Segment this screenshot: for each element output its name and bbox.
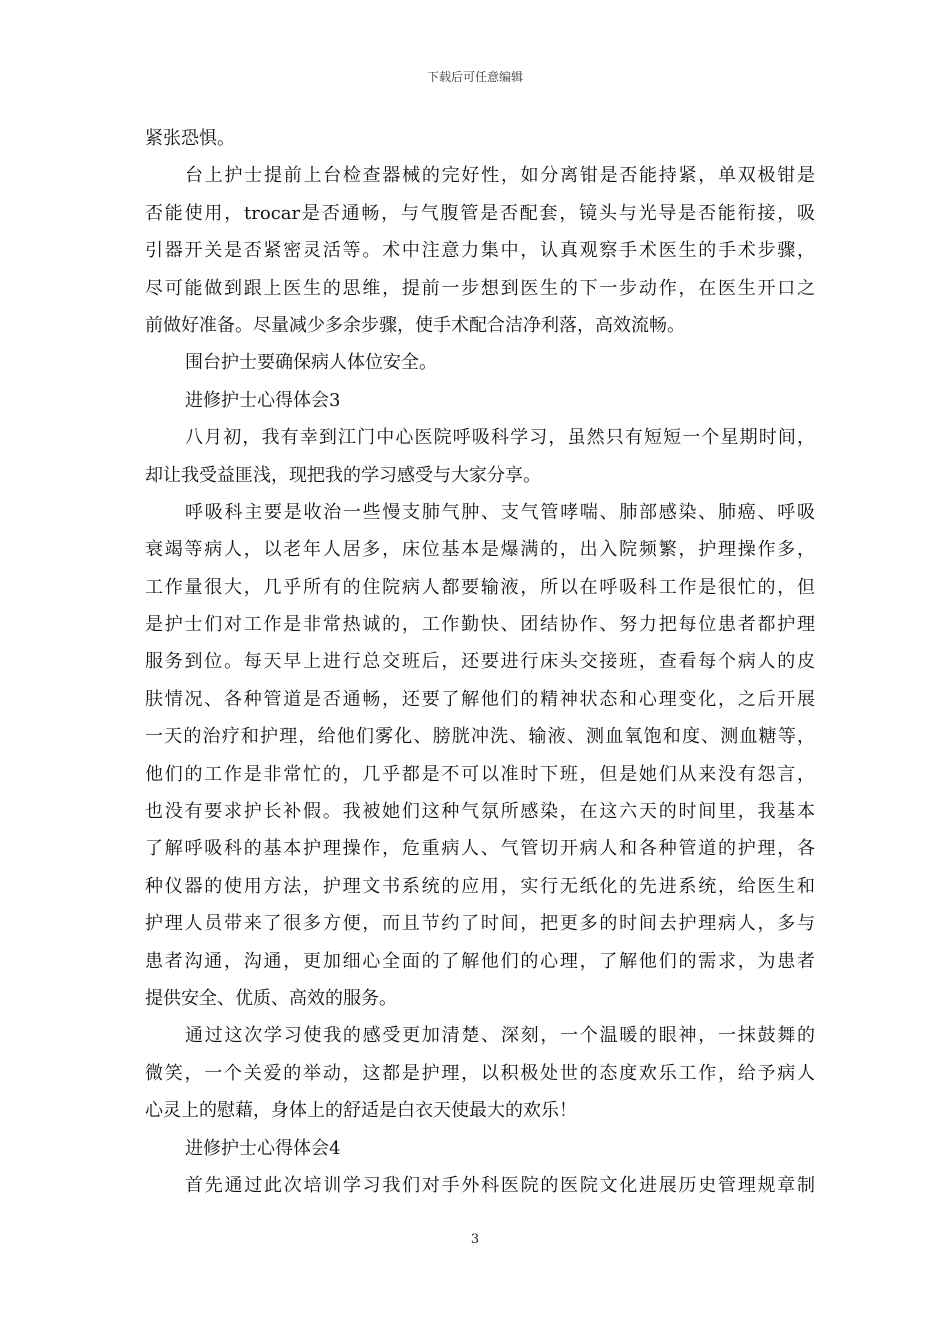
text-line: 肤情况、各种管道是否通畅，还要了解他们的精神状态和心理变化，之后开展: [145, 688, 815, 710]
text-line: 进修护士心得体会3: [185, 389, 341, 411]
text-line: 心灵上的慰藉，身体上的舒适是白衣天使最大的欢乐！: [145, 1100, 577, 1122]
text-line: 微笑，一个关爱的举动，这都是护理，以积极处世的态度欢乐工作，给予病人: [145, 1062, 815, 1084]
text-line: 也没有要求护长补假。我被她们这种气氛所感染，在这六天的时间里，我基本: [145, 801, 815, 823]
text-line: 引器开关是否紧密灵活等。术中注意力集中，认真观察手术医生的手术步骤，: [145, 240, 815, 262]
text-line: 通过这次学习使我的感受更加清楚、深刻，一个温暖的眼神，一抹鼓舞的: [185, 1025, 815, 1047]
text-line: 呼吸科主要是收治一些慢支肺气肿、支气管哮喘、肺部感染、肺癌、呼吸: [185, 501, 815, 523]
text-line: 围台护士要确保病人体位安全。: [185, 352, 437, 374]
text-line: 服务到位。每天早上进行总交班后，还要进行床头交接班，查看每个病人的皮: [145, 651, 815, 673]
text-line: 前做好准备。尽量减少多余步骤，使手术配合洁净利落，高效流畅。: [145, 314, 685, 336]
text-line: 衰竭等病人，以老年人居多，床位基本是爆满的，出入院频繁，护理操作多，: [145, 539, 815, 561]
text-line: 种仪器的使用方法，护理文书系统的应用，实行无纸化的先进系统，给医生和: [145, 875, 815, 897]
text-line: 了解呼吸科的基本护理操作，危重病人、气管切开病人和各种管道的护理，各: [145, 838, 815, 860]
text-line: 护理人员带来了很多方便，而且节约了时间，把更多的时间去护理病人，多与: [145, 913, 815, 935]
text-line: 却让我受益匪浅，现把我的学习感受与大家分享。: [145, 464, 541, 486]
document-body: [145, 120, 815, 1204]
text-line: 是护士们对工作是非常热诚的，工作勤快、团结协作、努力把每位患者都护理: [145, 614, 815, 636]
text-line: 首先通过此次培训学习我们对手外科医院的医院文化进展历史管理规章制: [185, 1174, 815, 1196]
text-line: 八月初，我有幸到江门中心医院呼吸科学习，虽然只有短短一个星期时间，: [185, 427, 815, 449]
text-line: 紧张恐惧。: [145, 128, 235, 149]
page-number: 3: [470, 1232, 480, 1247]
text-line: 他们的工作是非常忙的，几乎都是不可以准时下班，但是她们从来没有怨言，: [145, 763, 815, 785]
text-line: 否能使用，trocar是否通畅，与气腹管是否配套，镜头与光导是否能衔接，吸: [145, 202, 815, 224]
text-line: 一天的治疗和护理，给他们雾化、膀胱冲洗、输液、测血氧饱和度、测血糖等，: [145, 726, 815, 748]
text-line: 提供安全、优质、高效的服务。: [145, 987, 397, 1009]
text-line: 患者沟通，沟通，更加细心全面的了解他们的心理，了解他们的需求，为患者: [145, 950, 815, 972]
text-line: 尽可能做到跟上医生的思维，提前一步想到医生的下一步动作，在医生开口之: [145, 277, 815, 299]
text-line: 工作量很大，几乎所有的住院病人都要输液，所以在呼吸科工作是很忙的，但: [145, 576, 815, 598]
page-header: 下载后可任意编辑: [426, 70, 523, 84]
text-line: 台上护士提前上台检查器械的完好性，如分离钳是否能持紧，单双极钳是: [185, 165, 815, 187]
text-line: 进修护士心得体会4: [185, 1137, 341, 1159]
